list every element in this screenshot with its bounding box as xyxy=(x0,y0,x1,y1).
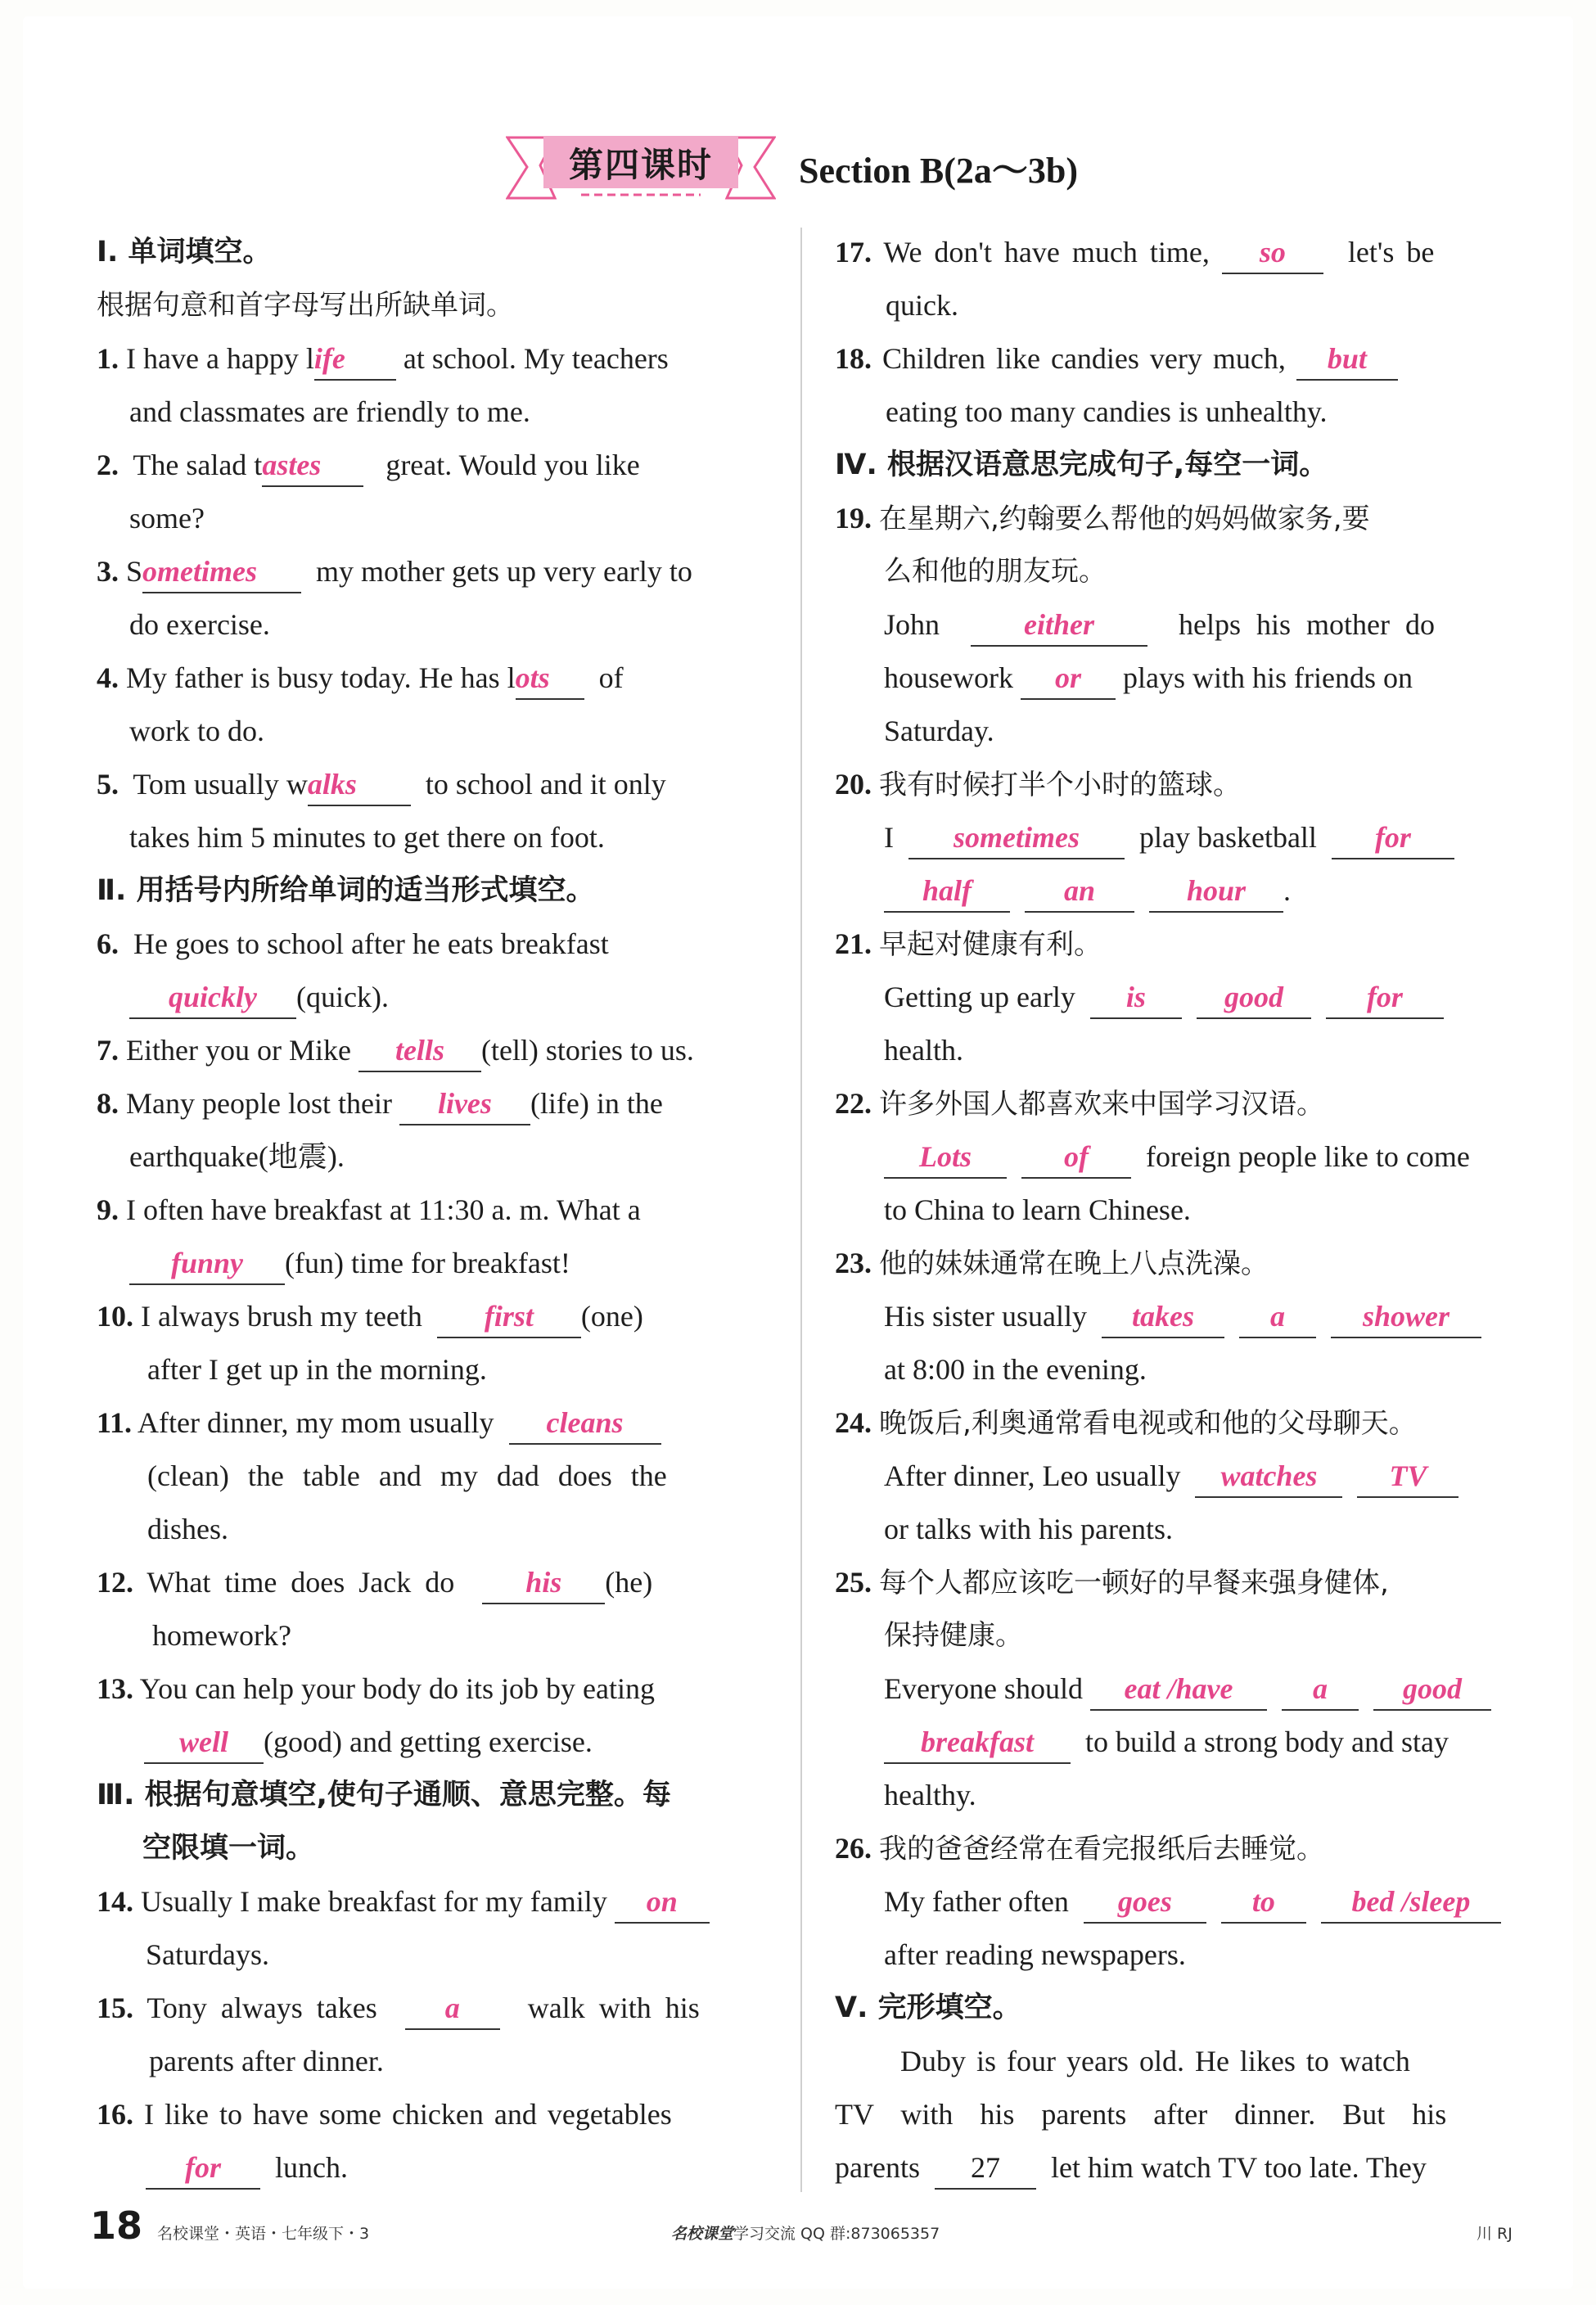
question-1: 1. I have a happy life at school. My teachers xyxy=(97,334,669,383)
question-8-cont: earthquake(地震). xyxy=(129,1140,345,1173)
question-11-cont-2: dishes. xyxy=(147,1513,228,1545)
question-22-en-cont: to China to learn Chinese. xyxy=(884,1193,1191,1226)
question-3: 3. Sometimes my mother gets up very early to xyxy=(97,547,692,596)
answer-19-2[interactable]: or xyxy=(1021,657,1116,700)
question-10: 10. I always brush my teeth first (one) xyxy=(97,1292,643,1341)
page-footer xyxy=(0,2204,1596,2253)
question-22-en: Lots of foreign people like to come xyxy=(884,1132,1470,1181)
question-11: 11. After dinner, my mom usually cleans xyxy=(97,1398,661,1447)
section-4-title: Ⅳ. 根据汉语意思完成句子,每空一词。 xyxy=(835,449,1328,481)
answer-20-3[interactable]: half xyxy=(884,870,1010,913)
book-title: 名校课堂・英语・七年级下・3 xyxy=(157,2225,370,2243)
question-20-en-cont: half an hour . xyxy=(884,866,1291,915)
answer-10[interactable]: first xyxy=(437,1296,581,1338)
cloze-line-1: Duby is four years old. He likes to watch xyxy=(900,2045,1410,2077)
question-19-zh-cont: 么和他的朋友玩。 xyxy=(884,555,1107,588)
cloze-blank-27[interactable]: 27 xyxy=(935,2147,1036,2190)
question-16: 16. I like to have some chicken and vegetables xyxy=(97,2098,672,2131)
question-24: 24. 晚饭后,利奥通常看电视或和他的父母聊天。 xyxy=(835,1406,1417,1440)
section-5-title: Ⅴ. 完形填空。 xyxy=(835,1992,1021,2024)
answer-2[interactable]: astes xyxy=(262,444,363,487)
section-1-title: Ⅰ. 单词填空。 xyxy=(97,236,272,268)
question-24-en-cont: or talks with his parents. xyxy=(884,1513,1173,1545)
answer-16[interactable]: for xyxy=(146,2147,260,2190)
answer-3[interactable]: ometimes xyxy=(142,551,301,593)
column-divider xyxy=(800,228,802,2192)
lesson-number: 第四课时 xyxy=(568,145,713,185)
question-21-en: Getting up early is good for xyxy=(884,972,1444,1022)
answer-4[interactable]: ots xyxy=(516,657,584,700)
question-1-cont: and classmates are friendly to me. xyxy=(129,395,530,428)
question-19-en: John either helps his mother do xyxy=(884,600,1435,649)
question-25-zh-cont: 保持健康。 xyxy=(884,1619,1023,1652)
question-24-en: After dinner, Leo usually watches TV xyxy=(884,1451,1458,1500)
brand-logo: 名校课堂 xyxy=(671,2225,734,2243)
section-2-title: Ⅱ. 用括号内所给单词的适当形式填空。 xyxy=(97,874,595,907)
page-number: 18 xyxy=(90,2204,143,2248)
answer-6[interactable]: quickly xyxy=(129,977,296,1019)
question-16-cont: for lunch. xyxy=(146,2143,348,2192)
question-6-cont: quickly (quick). xyxy=(129,972,389,1022)
question-21: 21. 早起对健康有利。 xyxy=(835,927,1102,961)
question-12-cont: homework? xyxy=(152,1619,291,1652)
question-14-cont: Saturdays. xyxy=(146,1938,269,1971)
question-21-en-cont: health. xyxy=(884,1034,963,1067)
question-14: 14. Usually I make breakfast for my family on xyxy=(97,1877,710,1926)
answer-18[interactable]: but xyxy=(1296,338,1398,381)
answer-7[interactable]: tells xyxy=(358,1030,481,1072)
question-20-en: I sometimes play basketball for xyxy=(884,813,1454,862)
answer-20-1[interactable]: sometimes xyxy=(908,817,1125,859)
answer-21-1[interactable]: is xyxy=(1090,977,1182,1019)
question-19-en-cont-2: Saturday. xyxy=(884,715,994,747)
answer-20-4[interactable]: an xyxy=(1025,870,1134,913)
question-25-en-cont: breakfast to build a strong body and stay xyxy=(884,1717,1449,1766)
lesson-header xyxy=(0,131,1596,213)
question-5: 5. Tom usually walks to school and it only xyxy=(97,760,666,809)
question-20: 20. 我有时候打半个小时的篮球。 xyxy=(835,768,1241,801)
question-23-en-cont: at 8:00 in the evening. xyxy=(884,1353,1147,1386)
question-7: 7. Either you or Mike tells (tell) stories to us. xyxy=(97,1026,694,1075)
question-26-en-cont: after reading newspapers. xyxy=(884,1938,1186,1971)
question-13-cont: well (good) and getting exercise. xyxy=(144,1717,593,1766)
answer-14[interactable]: on xyxy=(615,1881,710,1924)
question-18-cont: eating too many candies is unhealthy. xyxy=(886,395,1328,428)
question-8: 8. Many people lost their lives (life) in the xyxy=(97,1079,663,1128)
answer-20-5[interactable]: hour xyxy=(1149,870,1283,913)
question-6: 6. He goes to school after he eats breakfast xyxy=(97,927,609,960)
answer-26-3[interactable]: bed /sleep xyxy=(1321,1881,1501,1924)
qq-group: 名校课堂学习交流 QQ 群:873065357 xyxy=(671,2225,940,2243)
answer-22-2[interactable]: of xyxy=(1021,1136,1131,1179)
question-22: 22. 许多外国人都喜欢来中国学习汉语。 xyxy=(835,1087,1324,1121)
question-2: 2. The salad tastes great. Would you like xyxy=(97,440,640,489)
answer-23-2[interactable]: a xyxy=(1239,1296,1316,1338)
answer-15[interactable]: a xyxy=(405,1987,500,2030)
answer-1[interactable]: ife xyxy=(314,338,396,381)
question-23-en: His sister usually takes a shower xyxy=(884,1292,1481,1341)
question-15: 15. Tony always takes a walk with his xyxy=(97,1983,700,2032)
section-1-instruction: 根据句意和首字母写出所缺单词。 xyxy=(97,289,514,322)
question-4-cont: work to do. xyxy=(129,715,264,747)
question-13: 13. You can help your body do its job by eating xyxy=(97,1672,655,1705)
question-12: 12. What time does Jack do his (he) xyxy=(97,1558,652,1607)
answer-13[interactable]: well xyxy=(144,1721,264,1764)
answer-23-1[interactable]: takes xyxy=(1102,1296,1224,1338)
answer-19-1[interactable]: either xyxy=(971,604,1147,647)
answer-24-1[interactable]: watches xyxy=(1195,1455,1342,1498)
answer-26-1[interactable]: goes xyxy=(1084,1881,1206,1924)
question-10-cont: after I get up in the morning. xyxy=(147,1353,487,1386)
answer-11[interactable]: cleans xyxy=(509,1402,661,1445)
question-23: 23. 他的妹妹通常在晚上八点洗澡。 xyxy=(835,1247,1269,1280)
question-9-cont: funny (fun) time for breakfast! xyxy=(129,1238,570,1288)
question-3-cont: do exercise. xyxy=(129,608,270,641)
answer-25-4[interactable]: breakfast xyxy=(884,1721,1071,1764)
cloze-line-3: parents 27 let him watch TV too late. They xyxy=(835,2143,1427,2192)
answer-12[interactable]: his xyxy=(482,1562,605,1604)
question-9: 9. I often have breakfast at 11:30 a. m. What a xyxy=(97,1193,641,1226)
section-3-title: Ⅲ. 根据句意填空,使句子通顺、意思完整。每 xyxy=(97,1779,671,1811)
question-18: 18. Children like candies very much, but xyxy=(835,334,1398,383)
answer-24-2[interactable]: TV xyxy=(1357,1455,1458,1498)
section-3-title-cont: 空限填一词。 xyxy=(142,1832,315,1865)
question-19-en-cont: housework or plays with his friends on xyxy=(884,653,1413,702)
section-title: Section B(2a～3b) xyxy=(799,151,1078,191)
question-19: 19. 在星期六,约翰要么帮他的妈妈做家务,要 xyxy=(835,502,1370,535)
edition-mark: 川 RJ xyxy=(1477,2225,1513,2243)
answer-8[interactable]: lives xyxy=(399,1083,530,1125)
question-17-cont: quick. xyxy=(886,289,958,322)
answer-21-3[interactable]: for xyxy=(1326,977,1444,1019)
question-17: 17. We don't have much time, so let's be xyxy=(835,228,1434,277)
answer-25-3[interactable]: good xyxy=(1373,1668,1491,1711)
question-4: 4. My father is busy today. He has lots of xyxy=(97,653,624,702)
answer-22-1[interactable]: Lots xyxy=(884,1136,1007,1179)
question-5-cont: takes him 5 minutes to get there on foot. xyxy=(129,821,605,854)
answer-25-2[interactable]: a xyxy=(1282,1668,1359,1711)
question-25: 25. 每个人都应该吃一顿好的早餐来强身健体, xyxy=(835,1566,1389,1599)
question-26: 26. 我的爸爸经常在看完报纸后去睡觉。 xyxy=(835,1832,1324,1865)
answer-17[interactable]: so xyxy=(1222,232,1323,274)
answer-5[interactable]: alks xyxy=(308,764,411,806)
question-25-en-cont-2: healthy. xyxy=(884,1779,976,1811)
question-26-en: My father often goes to bed /sleep xyxy=(884,1877,1501,1926)
question-2-cont: some? xyxy=(129,502,205,535)
question-11-cont: (clean) the table and my dad does the xyxy=(147,1459,667,1492)
question-15-cont: parents after dinner. xyxy=(149,2045,384,2077)
answer-20-2[interactable]: for xyxy=(1332,817,1454,859)
lesson-badge xyxy=(506,134,776,203)
cloze-line-2: TV with his parents after dinner. But his xyxy=(835,2098,1447,2131)
question-25-en: Everyone should eat /have a good xyxy=(884,1664,1491,1713)
answer-25-1[interactable]: eat /have xyxy=(1090,1668,1267,1711)
answer-21-2[interactable]: good xyxy=(1197,977,1311,1019)
answer-9[interactable]: funny xyxy=(129,1243,285,1285)
answer-26-2[interactable]: to xyxy=(1221,1881,1306,1924)
answer-23-3[interactable]: shower xyxy=(1331,1296,1481,1338)
